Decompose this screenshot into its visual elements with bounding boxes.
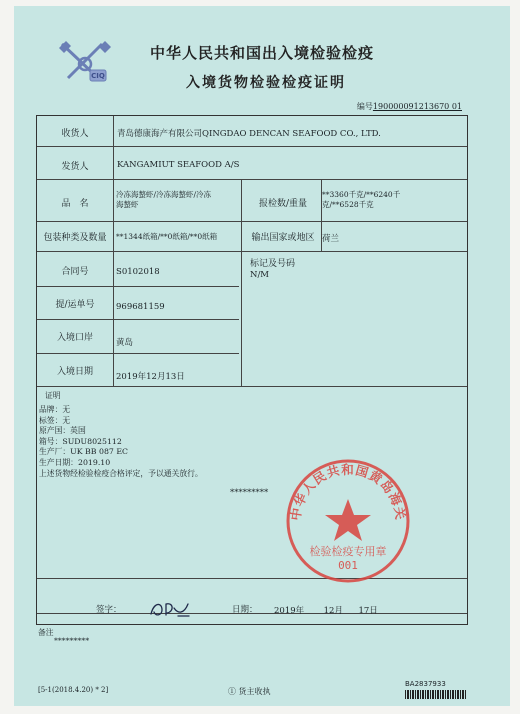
document-subtitle: 入境货物检验检疫证明 — [186, 75, 346, 91]
consignor-value: KANGAMIUT SEAFOOD A/S — [117, 160, 240, 170]
contract-label: 合同号 — [61, 267, 89, 277]
origin-label: 输出国家或地区 — [251, 233, 315, 243]
goods-value: 冷冻海螯虾/冷冻海螯虾/冷冻 海螯虾 — [116, 190, 212, 209]
signature-label: 签字： — [96, 605, 122, 615]
ciq-emblem-icon — [56, 38, 114, 88]
svg-text:CIQ: CIQ — [91, 72, 105, 80]
proof-line: 箱号：SUDU8025112 — [39, 436, 122, 446]
document-title: 中华人民共和国出入境检验检疫 — [150, 44, 375, 62]
proof-line: 上述货物经检验检疫合格评定，予以通关放行。 — [39, 468, 203, 478]
quantity-value: **3360千克/**6240千 克/**6528千克 — [322, 190, 401, 209]
bl-label: 提/运单号 — [55, 300, 95, 310]
proof-body — [39, 405, 203, 479]
bl-value: 969681159 — [116, 302, 165, 312]
row-divider — [37, 179, 467, 180]
port-value: 黄岛 — [116, 338, 134, 348]
row-divider — [37, 319, 239, 320]
proof-line: 标签：无 — [39, 415, 71, 425]
barcode-number: BA2837933 — [405, 680, 446, 688]
proof-line: 品牌：无 — [39, 405, 71, 414]
origin-value: 荷兰 — [322, 234, 340, 244]
remarks-marks: ********* — [54, 636, 90, 645]
remarks-label: 备注 — [38, 628, 54, 637]
packing-label: 包装种类及数量 — [43, 233, 107, 243]
svg-text:001: 001 — [338, 559, 358, 572]
consignee-value: 青岛德康海产有限公司QINGDAO DENCAN SEAFOOD CO., LTD. — [117, 129, 381, 139]
entry-date-label: 入境日期 — [56, 367, 93, 377]
consignee-label: 收货人 — [61, 129, 89, 139]
serial-number: 编号190000091213670 01 — [356, 102, 462, 111]
row-divider — [37, 286, 239, 287]
date-label: 日期： — [232, 605, 258, 615]
column-divider — [113, 116, 114, 386]
proof-label: 证明 — [45, 391, 61, 400]
svg-text:中华人民共和国黄岛海关: 中华人民共和国黄岛海关 — [287, 461, 409, 522]
row-divider — [37, 221, 467, 222]
copy-label: ① 货主收执 — [228, 687, 271, 696]
row-divider — [37, 353, 239, 354]
form-code: [5-1(2018.4.20) * 2] — [38, 686, 109, 694]
row-divider — [37, 146, 467, 147]
goods-label: 品 名 — [61, 199, 89, 209]
packing-value: **1344纸箱/**0纸箱/**0纸箱 — [116, 232, 218, 241]
proof-line: 生产厂：UK BB 087 EC — [39, 447, 129, 457]
sign-date: 2019年 12月 17日 — [274, 606, 378, 616]
contract-value: S0102018 — [116, 267, 160, 277]
barcode — [405, 690, 467, 699]
quantity-label: 报检数/重量 — [258, 199, 308, 209]
official-seal-stamp — [282, 455, 414, 587]
row-divider — [37, 386, 467, 387]
marks-value: N/M — [250, 270, 270, 280]
handwritten-signature — [148, 598, 192, 620]
consignor-label: 发货人 — [61, 162, 89, 172]
proof-line: 原产国：英国 — [39, 426, 86, 436]
marks-label: 标记及号码 — [250, 259, 296, 269]
row-divider — [37, 251, 467, 252]
column-divider — [241, 179, 242, 386]
proof-stars: ********* — [230, 488, 269, 498]
svg-text:检验检疫专用章: 检验检疫专用章 — [309, 545, 387, 558]
entry-date-value: 2019年12月13日 — [116, 372, 185, 382]
port-label: 入境口岸 — [56, 333, 93, 343]
proof-line: 生产日期：2019.10 — [39, 457, 111, 467]
